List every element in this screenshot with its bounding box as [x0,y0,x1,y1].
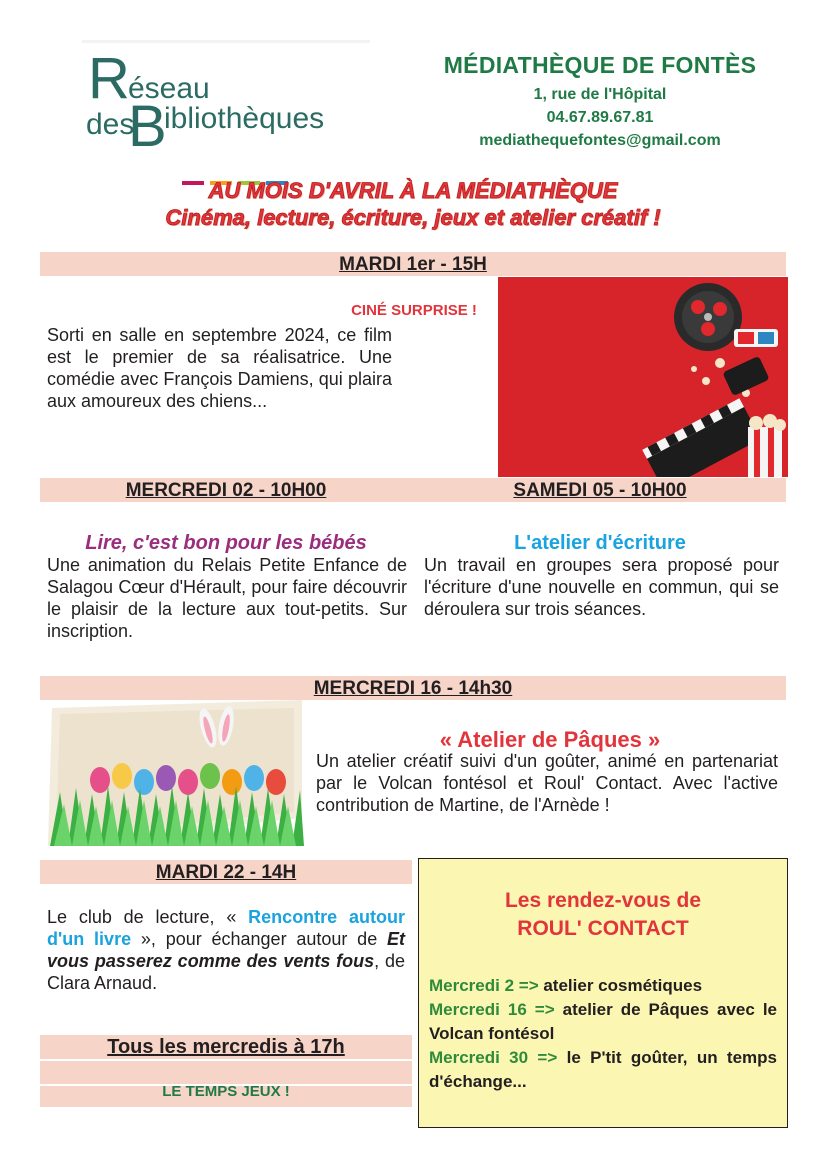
panel-divider [40,1059,412,1061]
date-label: MERCREDI 16 - 14h30 [313,678,513,699]
event-title-paques: « Atelier de Pâques » [439,727,661,752]
event-text-club-lecture [47,906,405,994]
roul-item-1 [429,974,777,998]
roul-item-3-day: Mercredi 30 => [429,1048,558,1067]
book-title: Et vous passerez comme des vents fous [47,929,405,971]
club-text-part-2: », pour échanger autour de [131,929,387,949]
weekly-date-label: Tous les mercredis à 17h [107,1036,345,1058]
club-text-part-1: Le club de lecture, « [47,907,249,927]
date-label: MARDI 22 - 14H [155,862,297,883]
roul-contact-box [418,858,788,1128]
roul-item-2-text: atelier de Pâques avec le Volcan fontésol [429,1000,777,1043]
weekly-games-panel [40,1035,412,1107]
date-bar-mardi-22 [40,860,412,884]
date-label: SAMEDI 05 - 10H00 [513,480,687,501]
date-bar-mercredi-16 [40,676,786,700]
event-text-bebes: Une animation du Relais Petite Enfance de Salagou Cœur d'Hérault, pour faire découvrir le plaisir de la lecture aux tout-petits. Sur inscription. [47,555,407,641]
roul-item-3-text: le P'tit goûter, un temps d'échange... [429,1048,778,1091]
headline-line-2: Cinéma, lecture, écriture, jeux et atelier créatif ! [165,205,661,230]
event-text-cine: Sorti en salle en septembre 2024, ce film est le premier de sa réalisatrice. Une comédie avec François Damiens, qui plaira aux amoureux des chiens... [47,325,392,411]
cinema-illustration [498,277,788,477]
roul-title-line-1: Les rendez-vous de [504,889,702,912]
roul-item-1-text: atelier cosmétiques [538,976,703,995]
roul-item-2-day: Mercredi 16 => [429,1000,555,1019]
roul-item-2 [429,998,777,1046]
event-title-ecriture: L'atelier d'écriture [514,532,686,554]
library-email[interactable]: mediathequefontes@gmail.com [479,132,721,149]
games-title: LE TEMPS JEUX ! [162,1083,290,1100]
roul-item-1-day: Mercredi 2 => [429,976,539,995]
event-text-ecriture: Un travail en groupes sera proposé pour l'écriture d'une nouvelle en commun, qui se déroulera sur trois séances. [424,555,779,619]
library-network-logo [82,40,370,158]
date-label: MERCREDI 02 - 10H00 [125,480,327,501]
headline-line-1: AU MOIS D'AVRIL À LA MÉDIATHÈQUE [208,178,618,203]
event-title-bebes: Lire, c'est bon pour les bébés [85,532,367,554]
event-title-cine: CINÉ SURPRISE ! [351,302,477,319]
logo-letter-b: B [128,94,167,159]
logo-word-des: des [86,108,135,141]
event-text-paques: Un atelier créatif suivi d'un goûter, animé en partenariat par le Volcan fontésol et Roul' Contact. Avec l'active contribution de Martine, de l'Arnède ! [316,751,778,815]
library-phone: 04.67.89.67.81 [546,109,654,126]
library-name: MÉDIATHÈQUE DE FONTÈS [443,52,757,78]
date-bar-mardi-1 [40,252,786,276]
club-text-part-3: , de Clara Arnaud. [47,951,405,993]
roul-item-3 [429,1046,777,1094]
easter-illustration [40,700,310,850]
logo-word-bibliotheques: ibliothèques [164,102,325,135]
date-label: MARDI 1er - 15H [339,254,487,275]
date-cell-samedi-05 [414,478,786,502]
date-cell-mercredi-02 [40,478,412,502]
library-address: 1, rue de l'Hôpital [533,86,667,103]
logo-word-eseau: éseau [128,72,210,105]
roul-title-line-2: ROUL' CONTACT [517,917,689,940]
logo-letter-r: R [88,46,130,111]
club-name: Rencontre autour d'un livre [47,907,405,949]
logo-divider [82,40,370,43]
easter-eggs-photo [40,700,310,850]
cinema-photo [498,277,788,477]
